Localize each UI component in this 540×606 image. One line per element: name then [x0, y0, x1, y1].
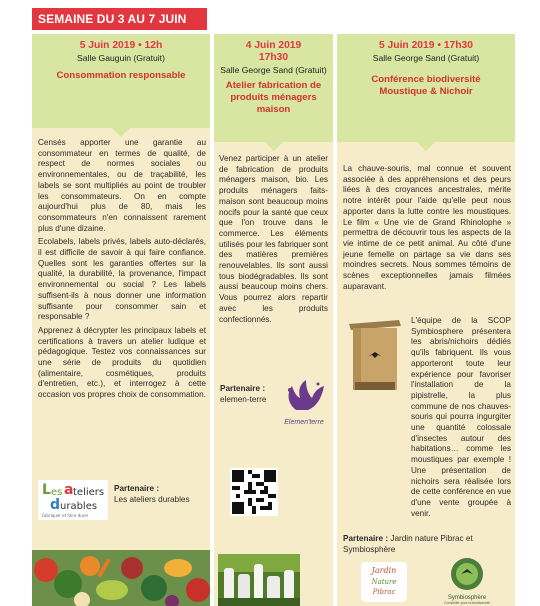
event-venue: Salle George Sand (Gratuit) — [220, 65, 327, 75]
partner-name: Les ateliers durables — [114, 494, 190, 504]
vegetables-photo — [32, 550, 210, 606]
event-venue: Salle Gauguin (Gratuit) — [77, 53, 165, 63]
household-products-photo — [218, 554, 300, 606]
logo-word: Pibrac — [372, 588, 396, 596]
jardin-nature-logo — [361, 562, 407, 602]
partner-label: Partenaire : — [114, 484, 160, 493]
event-date: 5 Juin 2019 • 17h30 — [378, 40, 474, 51]
elementerre-logo — [278, 380, 330, 426]
week-banner: SEMAINE DU 3 AU 7 JUIN — [32, 8, 207, 30]
logo-tagline: Conseiller pour la biodiversité — [444, 601, 490, 605]
description-paragraph: Censés apporter une garantie au consommateur en termes de qualité, de respect de normes sociales ou environnementales, ou de traçabilité, les labels se sont multipliés au point de troubler les consommateurs. On en compte aujourd'hui plus de 80, mais les consommateurs n'en connaissent rarement plus d'une dizaine. — [38, 138, 206, 233]
description-paragraph: Venez participer à un atelier de fabrication de produits ménagers maison, bio. Les produits ménagers faits-maison sont beaucoup moins nocifs pour la santé que ceux que l'on trouve dans le commerce. Les éléments utilisés pour les fabriquer sont des matières premières renouvelables. Ils sont aussi tous biodégradables. Ils sont aussi beaucoup moins chers. Vous pourrez alors repartir avec les produits confectionnés. — [219, 154, 328, 324]
logo-word: Elemen'terre — [284, 419, 324, 426]
event-date: 4 Juin 2019 — [245, 40, 302, 51]
partner-name: elemen-terre — [220, 394, 267, 404]
event-title: Consommation responsable — [56, 70, 186, 81]
header-notch — [265, 142, 283, 151]
symbiosphere-logo — [437, 556, 497, 604]
ateliers-durables-logo: L es a teliers d urables Fabriquer et faire durer — [38, 480, 108, 520]
partner-label: Partenaire : — [220, 384, 266, 393]
partner-credit — [114, 484, 208, 505]
event-description — [214, 142, 333, 325]
event-time: 17h30 — [258, 52, 289, 63]
event-column-atelier — [214, 34, 333, 606]
event-date: 5 Juin 2019 • 12h — [79, 40, 163, 51]
header-notch — [417, 142, 435, 151]
event-column-conference — [337, 34, 515, 606]
logo-tagline: Fabriquer et faire durer — [42, 513, 89, 518]
event-header — [214, 34, 333, 142]
event-title: Atelier fabrication de produits ménagers maison — [225, 80, 322, 115]
logo-word: Nature — [371, 578, 397, 586]
partner-name: Jardin nature Pibrac et Symbiosphère — [343, 534, 473, 554]
logo-word: Symbiosphère — [447, 595, 487, 601]
header-notch — [112, 128, 130, 137]
event-title: Conférence biodiversité Moustique & Nichoir — [371, 74, 481, 97]
event-description-continued — [337, 316, 515, 522]
description-paragraph: Ecolabels, labels privés, labels auto-déclarés, il est difficile de savoir à qui faire confiance. Quelles sont les garanties offertes sur la qualité, la durabilité, la provenance, l'impact environnemental ou social ? Les labels suffisent-ils à nous donner une information suffisante pour consommer sain et responsable ? — [38, 237, 206, 322]
logo-word: teliers — [73, 487, 105, 498]
partner-credit — [343, 534, 513, 555]
event-column-consommation — [32, 34, 210, 606]
logo-word: urables — [60, 501, 98, 512]
description-paragraph: La chauve-souris, mal connue et souvent associée à des appréhensions et des peurs liées à des croyances ancestrales, mérite notre intérêt pour l'aide qu'elle peut nous apporter dans la lutte contre les moustiques. Le film « Une vie de Grand Rhinolophe » permettra de découvrir tous les aspects de la vie intime de ce petit animal. Au côté d'une jeune femelle on partage sa vie dans ses moindres secrets. Nous sommes témoins de scènes exceptionnelles jamais filmées auparavant. — [343, 164, 511, 291]
event-header — [337, 34, 515, 142]
logo-word: Jardin — [371, 566, 397, 575]
description-paragraph: Apprenez à décrypter les principaux labels et certifications à travers un atelier ludique et pédagogique. Testez vos connaissances sur une série de produits du quotidien (alimentaire, cosmétiques, produits d'entretien, etc.), et interrogez à cette occasion vos propres choix de consommation. — [38, 325, 206, 400]
event-venue: Salle George Sand (Gratuit) — [372, 53, 480, 63]
partner-label: Partenaire : — [343, 534, 389, 543]
description-paragraph: L'équipe de la SCOP Symbiosphere présentera les abris/nichoirs dédiés qu'ils fabriquent. Ils vous apporteront toute leur expérience pour favoriser l'installation de la pipistrelle, la plus commune de nos chauves-souris qui pourra ingurgiter une quantité colossale d'insectes autour des habitations… comme les moustiques par exemple ! Une présentation de nichoirs sera réalisée lors de cette conférence en vue d'une vente groupée à venir. — [411, 316, 511, 518]
partner-credit — [220, 384, 280, 405]
logo-word: es — [51, 487, 63, 498]
event-description — [337, 142, 515, 292]
event-header — [32, 34, 210, 128]
event-description — [32, 128, 210, 401]
qr-code[interactable] — [230, 468, 278, 516]
